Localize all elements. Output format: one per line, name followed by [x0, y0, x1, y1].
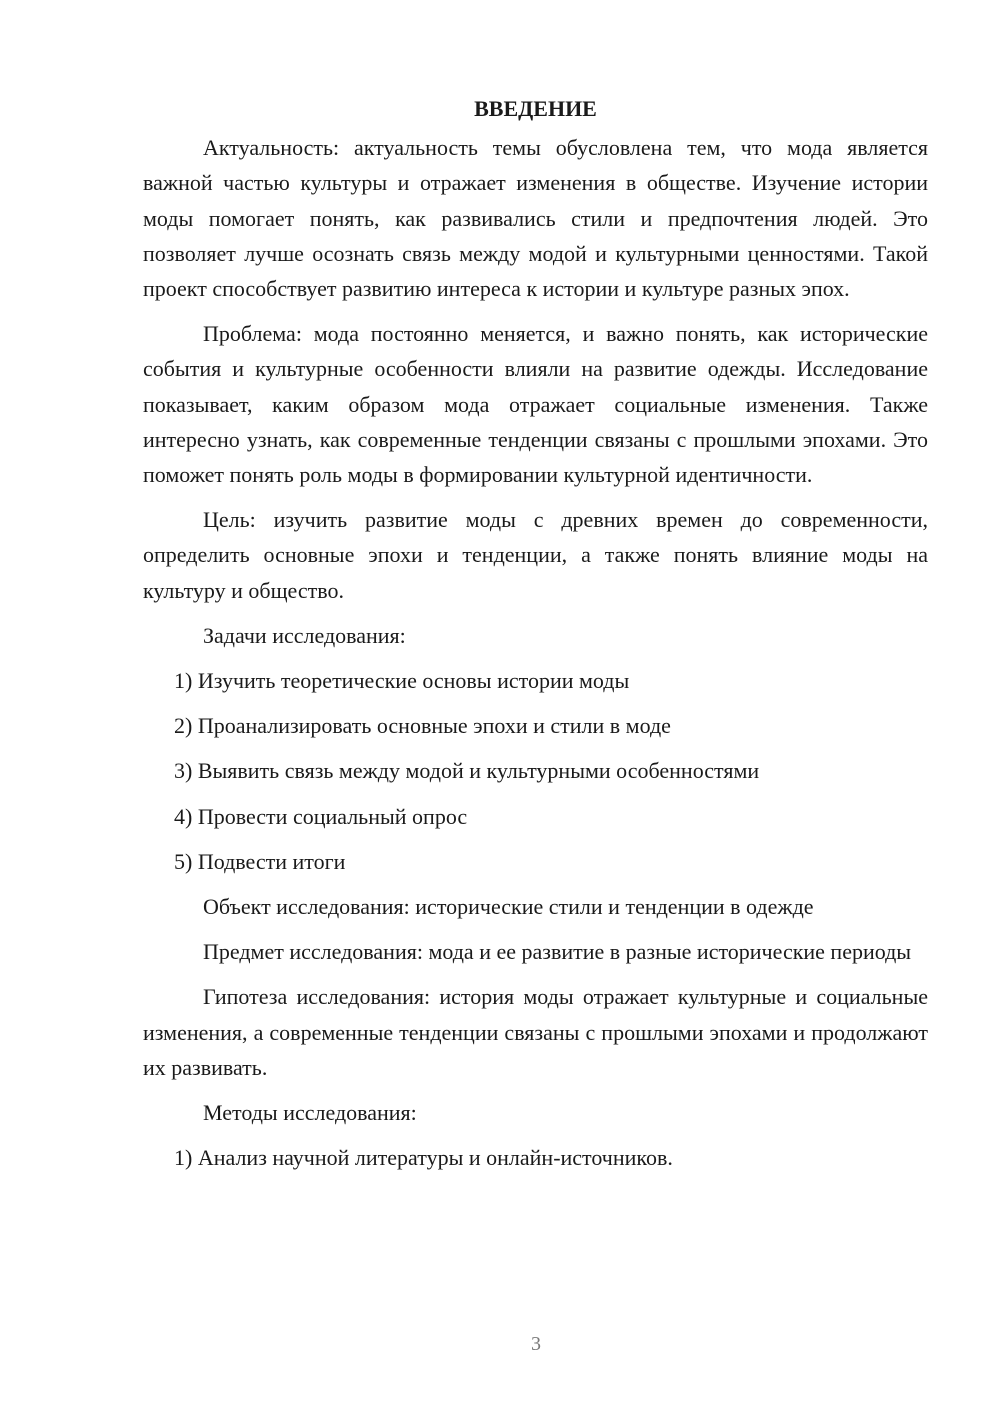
- relevance-paragraph: Актуальность: актуальность темы обусловлена тем, что мода является важной частью культуры и отражает изменения в обществе. Изучение истории моды помогает понять, как развивались стили и предпочтения людей. Это позволяет лучше осознать связь между модой и культурными ценностями. Такой проект способствует развитию интереса к истории и культуре разных эпох.: [143, 135, 928, 302]
- task-item: 2) Проанализировать основные эпохи и стили в моде: [174, 713, 671, 739]
- task-item: 5) Подвести итоги: [174, 848, 346, 874]
- problem-paragraph: Проблема: мода постоянно меняется, и важно понять, как исторические события и культурные особенности влияли на развитие одежды. Исследование показывает, каким образом мода отражает социальные изменения. Также интересно узнать, как современные тенденции связаны с прошлыми эпохами. Это поможет понять роль моды в формировании культурной идентичности.: [143, 321, 928, 488]
- task-item: 4) Провести социальный опрос: [174, 803, 468, 829]
- section-title: ВВЕДЕНИЕ: [474, 96, 597, 121]
- object-line: Объект исследования: исторические стили и тенденции в одежде: [203, 894, 814, 920]
- task-item: 1) Изучить теоретические основы истории моды: [174, 668, 630, 694]
- goal-paragraph: Цель: изучить развитие моды с древних времен до современности, определить основные эпохи и тенденции, а также понять влияние моды на культуру и общество.: [143, 507, 928, 603]
- subject-paragraph: Предмет исследования: мода и ее развитие в разные исторические периоды: [203, 939, 912, 965]
- page-content: [143, 91, 928, 1185]
- page-number: 3: [531, 1333, 541, 1355]
- tasks-heading: Задачи исследования:: [203, 622, 406, 648]
- method-item: 1) Анализ научной литературы и онлайн-источников.: [174, 1145, 673, 1171]
- task-item: 3) Выявить связь между модой и культурными особенностями: [174, 758, 760, 784]
- hypothesis-paragraph: Гипотеза исследования: история моды отражает культурные и социальные изменения, а современные тенденции связаны с прошлыми эпохами и продолжают их развивать.: [143, 984, 928, 1080]
- methods-heading: Методы исследования:: [203, 1100, 417, 1126]
